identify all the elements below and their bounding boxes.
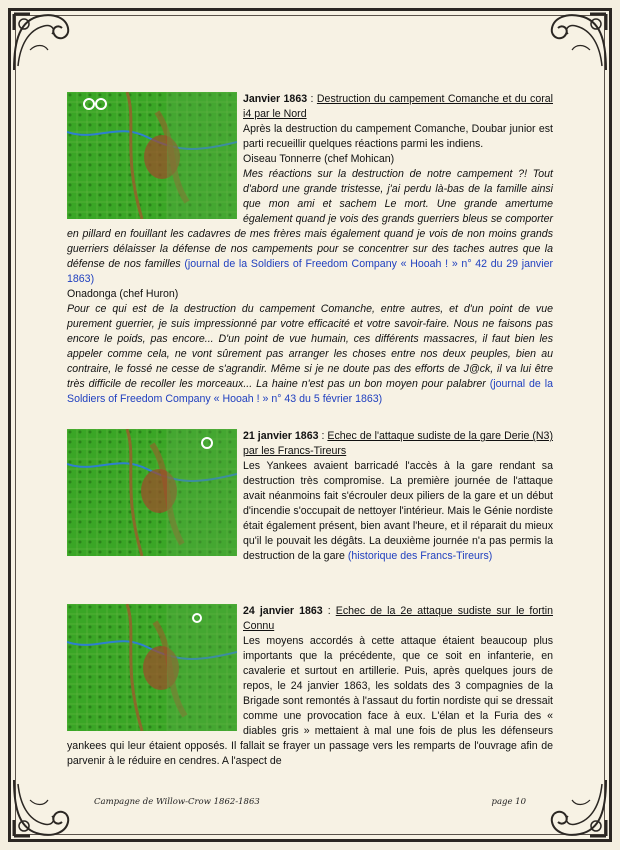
source-reference: (historique des Francs-Tireurs) [347,550,493,562]
entry-body: Les Yankees avaient barricadé l'accès à la gare rendant sa destruction très compromise. La première journée de l'attaque avait néanmoins fait s'écrouler deux piliers de la gare et un début d'incendie s'occupait de nettoyer l'intérieur. Mais le Génie nordiste était également présent, bien avant l'heure, et il réparait du mieux qu'il le pouvait les dégâts. La deuxième journée n'a pas permis la destruction de la gare [243,460,553,562]
entry-title: Destruction du campement Comanche et du coral i4 par le Nord [243,93,553,120]
entry-body: Les moyens accordés à cette attaque étaient beaucoup plus importants que la précédente, que ce soit en infanterie, en cavalerie et surtout en artillerie. Puis, après quelques jours de repos, le 24 janvier 1863, les soldats des 3 compagnies de la Brigade sont remontés à l'assaut du fortin nordiste qui se dressait comme une provocation face à eux. L'élan et la Furia des « diables gris » mettaient à mal une fois de plus les défenseurs yankees qui leur étaient opposés. Il fallait se frayer un passage vers les remparts de l'ouvrage afin de parvenir à le réduire en cendres. A l'aspect de [67,635,553,767]
entry-intro: Après la destruction du campement Comanche, Doubar junior est parti recueillir quelques réactions parmi les indiens. [243,123,553,150]
footer-page-number: page 10 [491,797,526,807]
separator: : [322,605,336,617]
corner-ornament-icon [546,776,610,840]
corner-ornament-icon [10,10,74,74]
speaker-name: Onadonga (chef Huron) [67,288,179,300]
entry-24-january-1863 [67,604,553,769]
separator: : [307,93,317,105]
corner-ornament-icon [546,10,610,74]
corner-ornament-icon [10,776,74,840]
entry-date: 21 janvier 1863 [243,430,319,442]
map-thumbnail [67,429,237,556]
entry-date: Janvier 1863 [243,93,308,105]
quote-text: Mes réactions sur la destruction de notre campement ?! Tout d'abord une grande tristesse, j'ai perdu là-bas de la famille ainsi que mon ami et sachem Le mort. Une grande amertume également quand je vois des grands guerriers bleus se comporter en pillard en fouillant les cadavres de mes frères mais également quand je vois de non moins grands guerriers délaisser la défense de nos campements pour se concentrer sur des taches autres que la défense de nos familles [67,168,553,270]
entry-title: Echec de l'attaque sudiste de la gare Derie (N3) par les Francs-Tireurs [243,430,553,457]
entry-january-1863 [67,92,553,407]
map-thumbnail [67,604,237,731]
source-reference: (journal de la Soldiers of Freedom Company « Hooah ! » n° 43 du 5 février 1863) [67,378,553,405]
footer-campaign-title: Campagne de Willow-Crow 1862-1863 [94,797,260,807]
entry-21-january-1863 [67,429,553,564]
map-thumbnail [67,92,237,219]
speaker-name: Oiseau Tonnerre (chef Mohican) [243,153,395,165]
entry-title: Echec de la 2e attaque sudiste sur le fortin Connu [243,605,553,632]
separator: : [318,430,328,442]
source-reference: (journal de la Soldiers of Freedom Company « Hooah ! » n° 42 du 29 janvier 1863) [67,258,553,285]
quote-text: Pour ce qui est de la destruction du campement Comanche, entre autres, et d'un point de vue purement guerrier, je suis impressionné par votre efficacité et votre savoir-faire. Nous ne faisons pas encore le poids, pas encore... D'un point de vue humain, ces différents massacres, il faut bien les appeler comme cela, ne vont sûrement pas arranger les choses entre nos deux peuples, bien au contraire, le fossé ne cesse de s'agrandir. Même si je ne doute pas des efforts de J@ck, il va lui être très difficile de recoller les morceaux... La haine n'est pas un bon moyen pour palabrer [67,303,553,390]
entry-date: 24 janvier 1863 [243,605,323,617]
